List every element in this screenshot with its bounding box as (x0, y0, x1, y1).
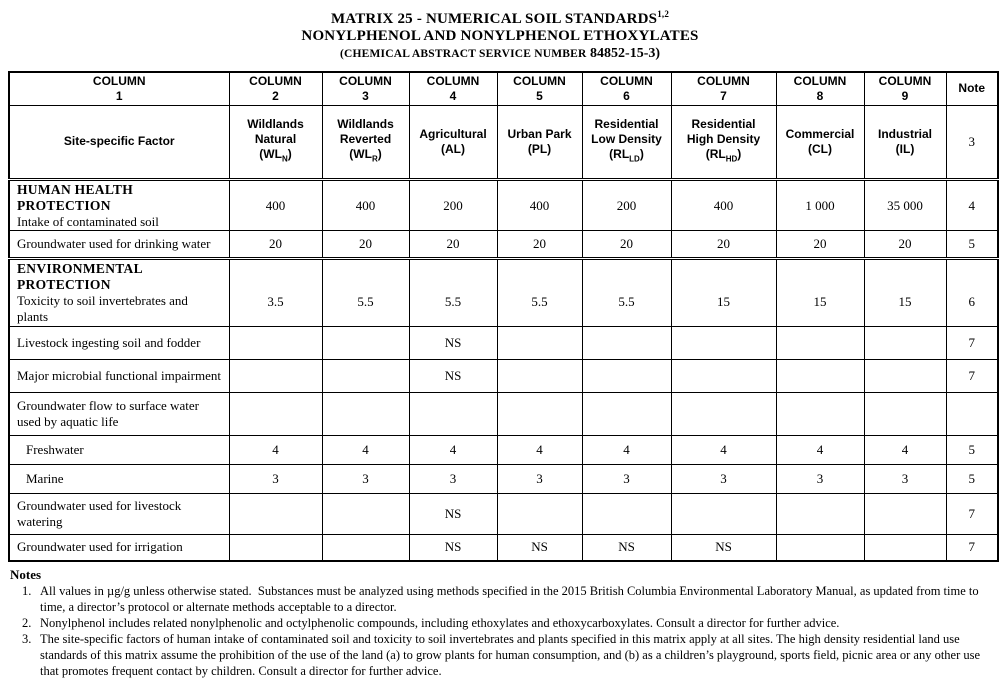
note-column-header: Note (946, 72, 998, 105)
standard-value-cell: 4 (776, 435, 864, 464)
factor-label-line: Toxicity to soil invertebrates and (17, 292, 188, 308)
factor-label-cell (9, 179, 229, 230)
factor-label-cell (9, 326, 229, 359)
standard-value-cell: 5.5 (322, 258, 409, 326)
column-number: 8 (816, 88, 824, 103)
title-cas-line (0, 45, 1000, 63)
note-text: The site-specific factors of human intake of contaminated soil and toxicity to soil invertebrates and plants specified in this matrix apply at all sites. The high density residential land use standards of this matrix assume the prohibition of the use of the land (a) to grow plants for human consumption, and (b) as a children’s playground, sports field, picnic area or any other use that promotes frequent contact by children. Consult a director for further advice. (40, 632, 984, 678)
note-reference-cell: 5 (946, 230, 998, 258)
note-reference-cell: 7 (946, 493, 998, 534)
standard-value-cell (864, 359, 946, 392)
standard-value-cell: 4 (864, 435, 946, 464)
column-word: COLUMN (426, 73, 480, 88)
table-row (9, 359, 998, 392)
document-title (0, 0, 1000, 63)
cas-number: 84852-15-3) (590, 46, 661, 61)
standard-value-cell: 200 (409, 179, 497, 230)
land-use-name-line: Agricultural (419, 126, 487, 141)
column-number: 1 (115, 88, 123, 103)
standard-value-cell: 400 (229, 179, 322, 230)
factor-label-cell (9, 493, 229, 534)
land-use-name-line: Industrial (877, 126, 932, 141)
column-header-3 (322, 72, 409, 105)
table-row (9, 435, 998, 464)
land-use-row-note: 3 (946, 105, 998, 179)
note-text: All values in µg/g unless otherwise stated. Substances must be analyzed using methods specified in the 2015 British Columbia Environmental Laboratory Manual, as updated from time to time, a director’s protocol or alternate methods acceptable to a director. (40, 584, 982, 614)
column-word: COLUMN (249, 73, 302, 88)
land-use-row (9, 105, 998, 179)
column-header-2 (229, 72, 322, 105)
factor-label-cell (9, 359, 229, 392)
land-use-header-col8 (776, 105, 864, 179)
factor-label-line: Major microbial functional impairment (17, 367, 221, 383)
standard-value-cell (864, 392, 946, 435)
section-heading: PROTECTION (17, 276, 111, 292)
title-line-1-text: MATRIX 25 - NUMERICAL SOIL STANDARDS (330, 11, 658, 27)
table-row (9, 230, 998, 258)
title-superscript: 1,2 (657, 9, 670, 19)
standard-value-cell: 400 (497, 179, 582, 230)
note-reference-cell: 7 (946, 326, 998, 359)
column-header-5 (497, 72, 582, 105)
abbr-suffix: ) (377, 146, 382, 161)
standard-value-cell: 5.5 (497, 258, 582, 326)
standard-value-cell: 5.5 (409, 258, 497, 326)
factor-label-cell (9, 435, 229, 464)
standard-value-cell: 4 (582, 435, 671, 464)
standard-value-cell: 400 (671, 179, 776, 230)
standard-value-cell: 3 (864, 464, 946, 493)
note-item (10, 583, 990, 615)
land-use-name-line: Commercial (785, 126, 855, 141)
soil-standards-table (8, 71, 999, 562)
factor-label-cell (9, 464, 229, 493)
column-header-6 (582, 72, 671, 105)
abbr-prefix: (AL) (441, 141, 465, 156)
factor-label-line: Intake of contaminated soil (17, 213, 159, 229)
column-header-1 (9, 72, 229, 105)
standard-value-cell: 15 (776, 258, 864, 326)
standard-value-cell: 3 (671, 464, 776, 493)
factor-label-line: Groundwater used for drinking water (17, 235, 211, 251)
cas-label: (CHEMICAL ABSTRACT SERVICE NUMBER (339, 48, 587, 60)
standard-value-cell: 20 (864, 230, 946, 258)
table-row (9, 534, 998, 561)
abbr-prefix: (IL) (895, 141, 915, 156)
table-row (9, 179, 998, 230)
site-specific-factor-header: Site-specific Factor (9, 105, 229, 179)
column-header-4 (409, 72, 497, 105)
standard-value-cell: 4 (497, 435, 582, 464)
standard-value-cell: NS (409, 359, 497, 392)
table-row (9, 326, 998, 359)
standard-value-cell (671, 326, 776, 359)
land-use-name-line: High Density (686, 131, 761, 146)
standard-value-cell (497, 326, 582, 359)
abbr-prefix: (WL (349, 146, 372, 161)
column-header-9 (864, 72, 946, 105)
standard-value-cell (671, 392, 776, 435)
land-use-abbreviation (583, 147, 671, 166)
standard-value-cell: NS (409, 534, 497, 561)
standard-value-cell (497, 493, 582, 534)
standard-value-cell (864, 493, 946, 534)
standard-value-cell: 20 (497, 230, 582, 258)
standard-value-cell: 5.5 (582, 258, 671, 326)
standard-value-cell (497, 359, 582, 392)
factor-label-line: plants (17, 308, 49, 324)
standard-value-cell (582, 392, 671, 435)
column-number-row (9, 72, 998, 105)
factor-label-line: Groundwater flow to surface water (17, 397, 199, 413)
land-use-header-col6 (582, 105, 671, 179)
column-word: COLUMN (878, 73, 932, 88)
standard-value-cell (322, 359, 409, 392)
note-item (10, 615, 990, 631)
land-use-abbreviation (498, 142, 582, 157)
standard-value-cell: 200 (582, 179, 671, 230)
column-number: 3 (362, 88, 369, 103)
standard-value-cell (864, 534, 946, 561)
abbr-prefix: (PL) (527, 141, 552, 156)
factor-label-cell (9, 230, 229, 258)
standard-value-cell: NS (671, 534, 776, 561)
note-reference-cell: 5 (946, 435, 998, 464)
land-use-header-col5 (497, 105, 582, 179)
land-use-abbreviation (777, 142, 864, 157)
standard-value-cell (582, 359, 671, 392)
table-row (9, 493, 998, 534)
section-heading: ENVIRONMENTAL (17, 260, 143, 276)
land-use-abbreviation (865, 142, 946, 157)
standard-value-cell (229, 359, 322, 392)
standard-value-cell (776, 326, 864, 359)
column-number: 5 (536, 88, 543, 103)
land-use-abbreviation (410, 142, 497, 157)
land-use-name-line: Wildlands (337, 116, 394, 131)
column-word: COLUMN (339, 73, 392, 88)
abbr-prefix: (WL (259, 146, 282, 161)
standard-value-cell: 4 (671, 435, 776, 464)
standard-value-cell (776, 493, 864, 534)
factor-label-line: Groundwater used for livestock (17, 497, 182, 513)
standard-value-cell: 20 (582, 230, 671, 258)
standard-value-cell: 4 (229, 435, 322, 464)
abbr-prefix: (CL) (808, 141, 832, 156)
standard-value-cell: 15 (864, 258, 946, 326)
standard-value-cell (229, 534, 322, 561)
column-header-8 (776, 72, 864, 105)
note-reference-cell: 7 (946, 534, 998, 561)
standard-value-cell: 15 (671, 258, 776, 326)
column-word: COLUMN (513, 73, 566, 88)
table-row (9, 258, 998, 326)
abbr-subscript: LD (629, 154, 640, 164)
factor-label-line: Marine (26, 470, 64, 486)
standard-value-cell: NS (497, 534, 582, 561)
standard-value-cell: 4 (409, 435, 497, 464)
standard-value-cell (497, 392, 582, 435)
note-reference-cell: 4 (946, 179, 998, 230)
note-reference-cell: 7 (946, 359, 998, 392)
abbr-suffix: ) (639, 146, 644, 161)
note-number: 2. (22, 616, 32, 630)
factor-label-line: Groundwater used for irrigation (17, 539, 183, 555)
standard-value-cell (776, 392, 864, 435)
column-word: COLUMN (793, 73, 847, 88)
standard-value-cell: 4 (322, 435, 409, 464)
standard-value-cell: 20 (409, 230, 497, 258)
table-row (9, 392, 998, 435)
table-row (9, 464, 998, 493)
standard-value-cell: 400 (322, 179, 409, 230)
standard-value-cell: 3 (582, 464, 671, 493)
note-number: 3. (22, 632, 32, 646)
standard-value-cell: 20 (671, 230, 776, 258)
notes-heading: Notes (10, 567, 42, 582)
standard-value-cell (322, 534, 409, 561)
standard-value-cell (776, 534, 864, 561)
standard-value-cell: 3 (322, 464, 409, 493)
standard-value-cell (229, 493, 322, 534)
standard-value-cell (671, 493, 776, 534)
standard-value-cell (671, 359, 776, 392)
land-use-header-col3 (322, 105, 409, 179)
standard-value-cell (776, 359, 864, 392)
factor-label-cell (9, 534, 229, 561)
notes-section (10, 567, 990, 678)
standard-value-cell (864, 326, 946, 359)
standard-value-cell (322, 392, 409, 435)
land-use-name-line: Residential (691, 116, 756, 131)
title-line-1 (0, 6, 1000, 28)
standard-value-cell: 3 (409, 464, 497, 493)
column-word: COLUMN (92, 73, 146, 88)
land-use-name-line: Natural (254, 131, 297, 146)
standard-value-cell: 3 (229, 464, 322, 493)
factor-label-cell (9, 392, 229, 435)
standard-value-cell (229, 326, 322, 359)
land-use-name-line: Wildlands (247, 116, 304, 131)
factor-label-line: Freshwater (26, 441, 84, 457)
abbr-subscript: N (281, 154, 288, 164)
abbr-suffix: ) (737, 146, 742, 161)
column-number: 4 (449, 88, 457, 103)
land-use-header-col9 (864, 105, 946, 179)
column-word: COLUMN (600, 73, 653, 88)
standard-value-cell (582, 493, 671, 534)
abbr-subscript: R (371, 154, 378, 164)
abbr-suffix: ) (287, 146, 292, 161)
standard-value-cell (582, 326, 671, 359)
note-text: Nonylphenol includes related nonylphenolic and octylphenolic compounds, including ethoxylates and ethoxycarboxylates. Consult a director for further advice. (40, 616, 840, 630)
standard-value-cell: 20 (776, 230, 864, 258)
land-use-abbreviation (323, 147, 409, 166)
standard-value-cell: 1 000 (776, 179, 864, 230)
factor-label-cell (9, 258, 229, 326)
note-reference-cell: 6 (946, 258, 998, 326)
section-heading: HUMAN HEALTH PROTECTION (17, 181, 141, 213)
abbr-subscript: HD (725, 154, 738, 164)
standard-value-cell (322, 326, 409, 359)
land-use-abbreviation (672, 147, 776, 166)
note-number: 1. (22, 584, 32, 598)
factor-label-line: Livestock ingesting soil and fodder (17, 334, 201, 350)
standard-value-cell (409, 392, 497, 435)
column-number: 2 (272, 88, 279, 103)
column-word: COLUMN (697, 73, 750, 88)
column-number: 6 (623, 88, 630, 103)
land-use-name-line: Residential (594, 116, 659, 131)
abbr-prefix: (RL (609, 146, 630, 161)
standard-value-cell: 3 (776, 464, 864, 493)
standard-value-cell (229, 392, 322, 435)
standard-value-cell: 20 (322, 230, 409, 258)
land-use-header-col4 (409, 105, 497, 179)
title-line-2: NONYLPHENOL AND NONYLPHENOL ETHOXYLATES (301, 28, 699, 44)
note-reference-cell: 5 (946, 464, 998, 493)
factor-label-line: watering (17, 513, 63, 529)
factor-label-line: used by aquatic life (17, 413, 119, 429)
note-item (10, 631, 990, 678)
standard-value-cell: NS (582, 534, 671, 561)
standard-value-cell (322, 493, 409, 534)
standard-value-cell: NS (409, 326, 497, 359)
column-number: 7 (720, 88, 727, 103)
standard-value-cell: 35 000 (864, 179, 946, 230)
note-reference-cell (946, 392, 998, 435)
land-use-name-line: Reverted (339, 131, 392, 146)
land-use-header-col2 (229, 105, 322, 179)
land-use-name-line: Urban Park (507, 126, 572, 141)
abbr-prefix: (RL (705, 146, 726, 161)
standard-value-cell: NS (409, 493, 497, 534)
standard-value-cell: 20 (229, 230, 322, 258)
standard-value-cell: 3 (497, 464, 582, 493)
standard-value-cell: 3.5 (229, 258, 322, 326)
land-use-header-col7 (671, 105, 776, 179)
column-header-7 (671, 72, 776, 105)
notes-list (10, 583, 990, 678)
column-number: 9 (901, 88, 909, 103)
land-use-name-line: Low Density (591, 131, 662, 146)
land-use-abbreviation (230, 147, 322, 166)
